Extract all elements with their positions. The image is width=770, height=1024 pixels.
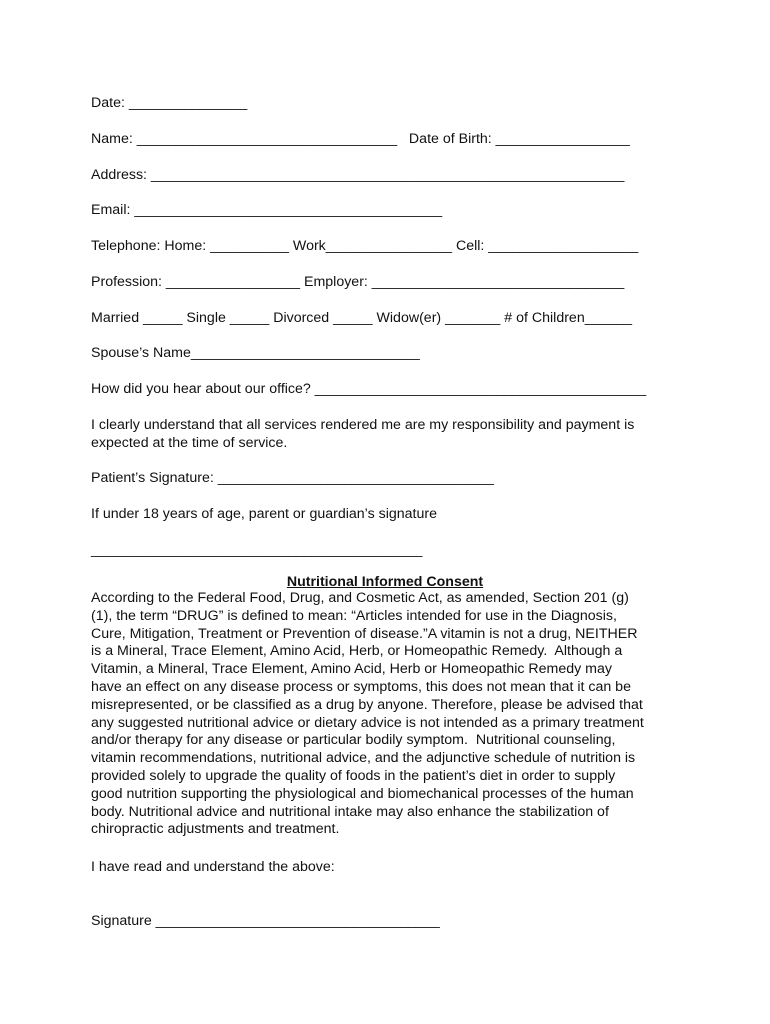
marital-status-field[interactable]: Married _____ Single _____ Divorced _____ Widow(er) _______ # of Children______: [91, 310, 633, 326]
consent-heading: Nutritional Informed Consent: [286, 574, 484, 590]
spouse-name-field[interactable]: Spouse’s Name_____________________________: [91, 345, 420, 361]
address-field[interactable]: Address: ____________________________________________________________: [91, 167, 625, 183]
guardian-signature-label: If under 18 years of age, parent or guardian’s signature: [91, 506, 437, 522]
date-field[interactable]: Date: _______________: [91, 95, 248, 111]
consent-line: Cure, Mitigation, Treatment or Prevention of disease.”A vitamin is not a drug, NEITHER: [91, 625, 638, 642]
referral-field[interactable]: How did you hear about our office? __________________________________________: [91, 381, 647, 397]
consent-line: provided solely to upgrade the quality of foods in the patient’s diet in order to supply: [91, 767, 616, 784]
email-field[interactable]: Email: _______________________________________: [91, 202, 443, 218]
guardian-signature-line[interactable]: __________________________________________: [91, 542, 423, 558]
consent-line: Vitamin, a Mineral, Trace Element, Amino Acid, Herb or Homeopathic Remedy may: [91, 661, 612, 678]
consent-line: (1), the term “DRUG” is defined to mean: “Articles intended for use in the Diagnosis,: [91, 607, 617, 624]
consent-line: vitamin recommendations, nutritional advice, and the adjunctive schedule of nutrition is: [91, 750, 636, 767]
consent-line: any suggested nutritional advice or dietary advice is not intended as a primary treatment: [91, 714, 644, 731]
consent-line: misrepresented, or be classified as a drug by anyone. Therefore, please be advised that: [91, 696, 643, 713]
telephone-field[interactable]: Telephone: Home: __________ Work________________ Cell: ___________________: [91, 238, 639, 254]
patient-signature-field[interactable]: Patient’s Signature: ___________________________________: [91, 470, 494, 486]
consent-body: [91, 590, 691, 839]
consent-line: body. Nutritional advice and nutritional intake may also enhance the stabilization of: [91, 803, 609, 820]
consent-line: good nutrition supporting the physiological and biomechanical processes of the human: [91, 785, 634, 802]
payment-statement: I clearly understand that all services rendered me are my responsibility and payment is expected at the time of service.: [91, 417, 635, 451]
name-dob-field[interactable]: Name: _________________________________ Date of Birth: _________________: [91, 131, 630, 147]
consent-line: According to the Federal Food, Drug, and Cosmetic Act, as amended, Section 201 (g): [91, 590, 629, 606]
acknowledge-statement: I have read and understand the above:: [91, 859, 335, 875]
consent-line: and/or therapy for any disease or particular bodily symptom. Nutritional counseling,: [91, 732, 616, 749]
consent-line: is a Mineral, Trace Element, Amino Acid, Herb, or Homeopathic Remedy. Although a: [91, 643, 623, 660]
consent-signature-field[interactable]: Signature ____________________________________: [91, 913, 440, 929]
consent-line: have an effect on any disease process or symptoms, this does not mean that it can be: [91, 678, 631, 695]
consent-line: chiropractic adjustments and treatment.: [91, 821, 340, 838]
profession-field[interactable]: Profession: _________________ Employer: ________________________________: [91, 274, 625, 290]
